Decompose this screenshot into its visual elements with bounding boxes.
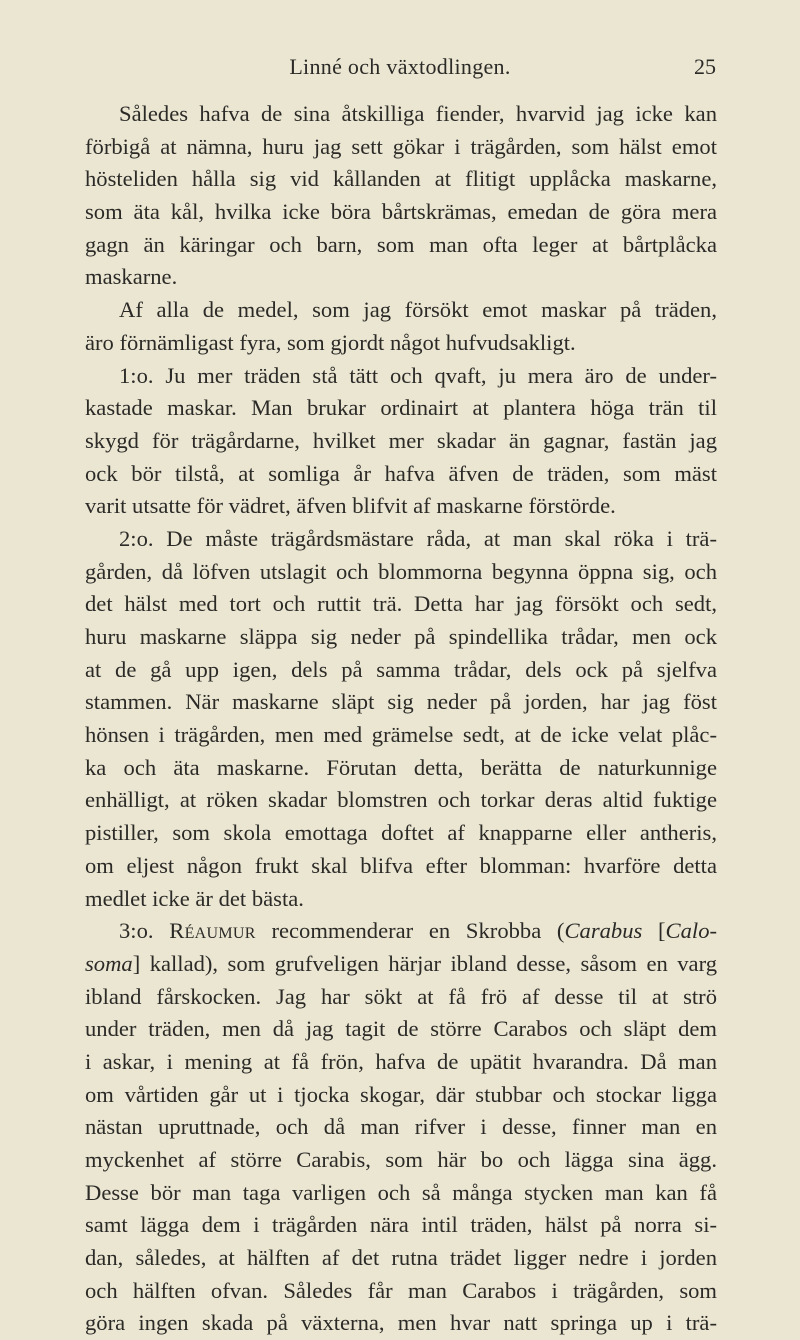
text-run: [ — [642, 918, 666, 944]
text-line: om eljest någon frukt skal blifva efter blomman: hvarföre detta — [85, 852, 717, 878]
text-line: pistiller, som skola emottaga doftet af knapparne eller antheris, — [85, 820, 717, 846]
text-line: om vårtiden går ut i tjocka skogar, där stubbar och stockar ligga — [85, 1081, 717, 1107]
text-line: skygd för trägårdarne, hvilket mer skadar än gagnar, fastän jag — [85, 427, 717, 453]
text-line: gagn än käringar och barn, som man ofta leger at bårtplåcka — [85, 231, 717, 257]
text-line: ock bör tilstå, at somliga år hafva äfven de träden, som mäst — [85, 460, 717, 486]
text-line: kastade maskar. Man brukar ordinairt at plantera höga trän til — [85, 395, 717, 421]
text-line: göra ingen skada på växterna, men hvar natt springa up i trä- — [85, 1310, 717, 1336]
text-line: varit utsatte för vädret, äfven blifvit af maskarne förstörde. — [85, 493, 616, 519]
genus-name: soma — [85, 950, 133, 976]
text-line: enhälligt, at röken skadar blomstren och torkar deras altid fuktige — [85, 787, 717, 813]
text-line: nästan upruttnade, och då man rifver i desse, finner man en — [85, 1114, 717, 1140]
text-line: hönsen i trägården, men med grämelse sedt, at de icke velat plåc- — [85, 722, 717, 748]
text-line: myckenhet af större Carabis, som här bo och lägga sina ägg. — [85, 1147, 717, 1172]
text-line: ka och äta maskarne. Förutan detta, berätta de naturkunnige — [85, 754, 717, 780]
text-line — [85, 915, 717, 948]
text-line: gården, då löfven utslagit och blommorna begynna öppna sig, och — [85, 558, 717, 584]
text-line: Desse bör man taga varligen och så många stycken man kan få — [85, 1179, 717, 1205]
text-line: stammen. När maskarne släpt sig neder på jorden, har jag föst — [85, 689, 717, 715]
text-run: ] kallad), som grufveligen härjar ibland desse, såsom en varg — [132, 950, 717, 976]
text-line — [85, 948, 717, 981]
text-line: Af alla de medel, som jag försökt emot maskar på träden, — [119, 297, 717, 323]
text-line: under träden, men då jag tagit de större Carabos och släpt dem — [85, 1016, 717, 1042]
author-name: Réaumur — [169, 918, 256, 944]
text-line: 1:o. Ju mer träden stå tätt och qvaft, ju mera äro de under- — [119, 362, 717, 388]
text-line: medlet icke är det bästa. — [85, 885, 304, 911]
text-line: 2:o. De måste trägårdsmästare råda, at man skal röka i trä- — [119, 525, 717, 551]
text-run: recommenderar en Skrobba ( — [255, 918, 565, 944]
running-title: Linné och växtodlingen. — [289, 54, 511, 79]
text-line: i askar, i mening at få frön, hafva de upätit hvarandra. Då man — [85, 1048, 717, 1074]
text-line: huru maskarne släppa sig neder på spindellika trådar, men ock — [85, 624, 717, 649]
text-line: at de gå upp igen, dels på samma trådar, dels ock på sjelfva — [85, 656, 717, 682]
text-line: samt lägga dem i trägården nära intil träden, hälst på norra si- — [85, 1212, 717, 1238]
text-line: Således hafva de sina åtskilliga fiender, hvarvid jag icke kan — [119, 101, 717, 126]
text-line: och hälften ofvan. Således får man Carabos i trägården, som — [85, 1277, 717, 1303]
genus-name: Carabus — [564, 918, 643, 944]
text-line: det hälst med tort och ruttit trä. Detta har jag försökt och sedt, — [85, 591, 717, 617]
text-line: maskarne. — [85, 264, 178, 290]
text-line: hösteliden hålla sig vid kållanden at flitigt upplåcka maskarne, — [85, 166, 717, 192]
text-line: förbigå at nämna, huru jag sett gökar i trägården, som hälst emot — [85, 133, 717, 159]
body-text — [85, 98, 717, 1340]
text-line: äro förnämligast fyra, som gjordt något hufvudsakligt. — [85, 329, 576, 355]
running-head — [0, 54, 800, 88]
text-line: ibland fårskocken. Jag har sökt at få frö af desse til at strö — [85, 983, 717, 1009]
genus-name: Calo- — [665, 918, 718, 944]
page-number: 25 — [694, 54, 716, 79]
text-line: dan, således, at hälften af det rutna trädet ligger nedre i jorden — [85, 1245, 717, 1271]
text-run: 3:o. — [119, 918, 170, 944]
text-line: som äta kål, hvilka icke böra bårtskrämas, emedan de göra mera — [85, 199, 717, 225]
